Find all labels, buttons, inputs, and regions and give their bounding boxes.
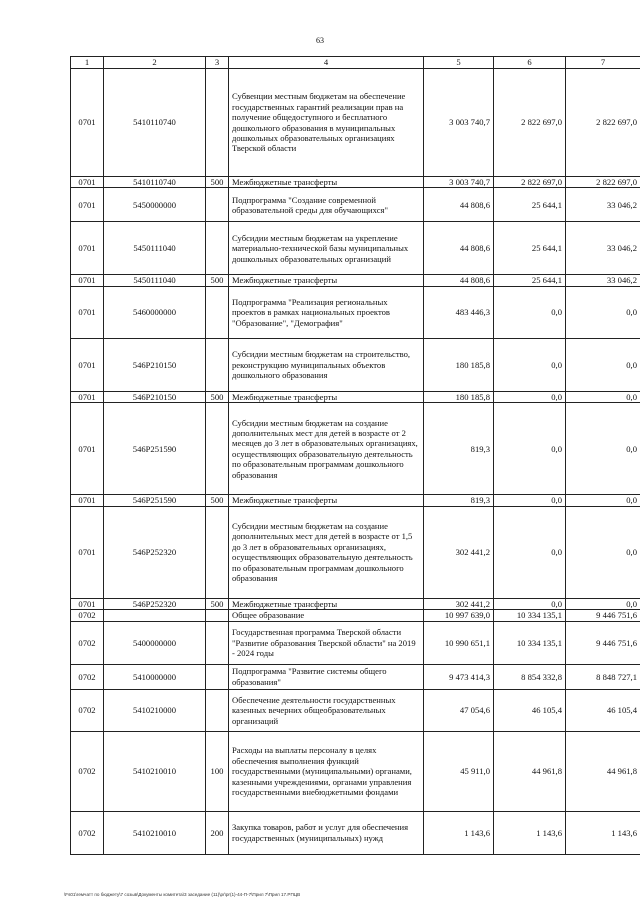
section-code-cell: 0701 bbox=[71, 69, 104, 177]
amount-col6-cell: 10 334 135,1 bbox=[494, 621, 566, 664]
section-code-cell: 0701 bbox=[71, 506, 104, 598]
target-article-cell: 546P210150 bbox=[104, 338, 206, 391]
amount-col6-cell: 8 854 332,8 bbox=[494, 664, 566, 689]
target-article-cell bbox=[104, 610, 206, 621]
description-cell: Подпрограмма "Реализация региональных проектов в рамках национальных проектов "Образование", "Демография" bbox=[229, 286, 424, 338]
amount-col6-cell: 0,0 bbox=[494, 391, 566, 402]
expense-type-cell bbox=[206, 69, 229, 177]
target-article-cell: 5410110740 bbox=[104, 177, 206, 188]
table-row bbox=[71, 69, 640, 177]
table-row bbox=[71, 188, 640, 222]
target-article-cell: 5450000000 bbox=[104, 188, 206, 222]
section-code-cell: 0701 bbox=[71, 391, 104, 402]
section-code-cell: 0701 bbox=[71, 188, 104, 222]
amount-col6-cell: 2 822 697,0 bbox=[494, 177, 566, 188]
table-row bbox=[71, 286, 640, 338]
amount-col6-cell: 25 644,1 bbox=[494, 188, 566, 222]
expense-type-cell: 500 bbox=[206, 495, 229, 506]
amount-col7-cell: 8 848 727,1 bbox=[566, 664, 640, 689]
amount-col6-cell: 0,0 bbox=[494, 403, 566, 495]
table-row bbox=[71, 811, 640, 854]
target-article-cell: 546P251590 bbox=[104, 403, 206, 495]
target-article-cell: 546P210150 bbox=[104, 391, 206, 402]
table-row bbox=[71, 177, 640, 188]
table-row bbox=[71, 338, 640, 391]
amount-col5-cell: 180 185,8 bbox=[424, 338, 494, 391]
section-code-cell: 0702 bbox=[71, 811, 104, 854]
expense-type-cell bbox=[206, 286, 229, 338]
target-article-cell: 5400000000 bbox=[104, 621, 206, 664]
description-cell: Государственная программа Тверской области "Развитие образования Тверской области" на 2019 - 2024 годы bbox=[229, 621, 424, 664]
section-code-cell: 0701 bbox=[71, 495, 104, 506]
amount-col7-cell: 0,0 bbox=[566, 391, 640, 402]
expense-type-cell: 500 bbox=[206, 598, 229, 609]
target-article-cell: 5450111040 bbox=[104, 222, 206, 275]
amount-col7-cell: 33 046,2 bbox=[566, 222, 640, 275]
amount-col5-cell: 44 808,6 bbox=[424, 222, 494, 275]
amount-col7-cell: 1 143,6 bbox=[566, 811, 640, 854]
amount-col6-cell: 0,0 bbox=[494, 598, 566, 609]
table-row bbox=[71, 275, 640, 286]
amount-col6-cell: 0,0 bbox=[494, 286, 566, 338]
amount-col7-cell: 0,0 bbox=[566, 506, 640, 598]
expense-type-cell bbox=[206, 621, 229, 664]
amount-col5-cell: 3 003 740,7 bbox=[424, 177, 494, 188]
table-row bbox=[71, 403, 640, 495]
amount-col5-cell: 44 808,6 bbox=[424, 188, 494, 222]
expense-type-cell bbox=[206, 222, 229, 275]
section-code-cell: 0701 bbox=[71, 598, 104, 609]
description-cell: Подпрограмма "Создание современной образовательной среды для обучающихся" bbox=[229, 188, 424, 222]
amount-col5-cell: 302 441,2 bbox=[424, 598, 494, 609]
amount-col5-cell: 9 473 414,3 bbox=[424, 664, 494, 689]
section-code-cell: 0702 bbox=[71, 610, 104, 621]
target-article-cell: 5460000000 bbox=[104, 286, 206, 338]
amount-col6-cell: 46 105,4 bbox=[494, 689, 566, 731]
table-row bbox=[71, 495, 640, 506]
table-row bbox=[71, 222, 640, 275]
amount-col6-cell: 0,0 bbox=[494, 338, 566, 391]
amount-col5-cell: 45 911,0 bbox=[424, 731, 494, 811]
table-row bbox=[71, 506, 640, 598]
amount-col7-cell: 0,0 bbox=[566, 403, 640, 495]
section-code-cell: 0702 bbox=[71, 621, 104, 664]
section-code-cell: 0701 bbox=[71, 222, 104, 275]
expense-type-cell: 500 bbox=[206, 275, 229, 286]
amount-col6-cell: 0,0 bbox=[494, 506, 566, 598]
table-row bbox=[71, 621, 640, 664]
column-header-6: 6 bbox=[494, 57, 566, 69]
amount-col5-cell: 819,3 bbox=[424, 403, 494, 495]
table-row bbox=[71, 391, 640, 402]
description-cell: Субсидии местным бюджетам на создание дополнительных мест для детей в возрасте от 1,5 до 3 лет в образовательных организациях, осуществляющих образовательную деятельность по образовательным программам дошкольного образования bbox=[229, 506, 424, 598]
description-cell: Обеспечение деятельности государственных казенных вечерних общеобразовательных организаций bbox=[229, 689, 424, 731]
section-code-cell: 0701 bbox=[71, 286, 104, 338]
description-cell: Расходы на выплаты персоналу в целях обеспечения выполнения функций государственными (муниципальными) органами, казенными учреждениями, органами управления государственными внебюджетными фондами bbox=[229, 731, 424, 811]
target-article-cell: 546P252320 bbox=[104, 598, 206, 609]
amount-col7-cell: 33 046,2 bbox=[566, 275, 640, 286]
amount-col7-cell: 9 446 751,6 bbox=[566, 621, 640, 664]
target-article-cell: 5410210010 bbox=[104, 811, 206, 854]
column-header-7: 7 bbox=[566, 57, 640, 69]
description-cell: Межбюджетные трансферты bbox=[229, 275, 424, 286]
section-code-cell: 0701 bbox=[71, 177, 104, 188]
section-code-cell: 0701 bbox=[71, 403, 104, 495]
expense-type-cell: 100 bbox=[206, 731, 229, 811]
amount-col5-cell: 819,3 bbox=[424, 495, 494, 506]
table-row bbox=[71, 610, 640, 621]
amount-col7-cell: 0,0 bbox=[566, 495, 640, 506]
amount-col6-cell: 44 961,8 bbox=[494, 731, 566, 811]
description-cell: Межбюджетные трансферты bbox=[229, 598, 424, 609]
expense-type-cell: 200 bbox=[206, 811, 229, 854]
amount-col7-cell: 9 446 751,6 bbox=[566, 610, 640, 621]
file-path-footer: \Fs01\гемчатт по бюджету\7 созыв\Документы комитета\3 заседание (11)\pr\pr(1)-44-П-7\Прил 7\Прил 17.РПЦВ bbox=[64, 892, 301, 897]
expense-type-cell bbox=[206, 188, 229, 222]
section-code-cell: 0702 bbox=[71, 664, 104, 689]
section-code-cell: 0701 bbox=[71, 338, 104, 391]
amount-col6-cell: 10 334 135,1 bbox=[494, 610, 566, 621]
description-cell: Общее образование bbox=[229, 610, 424, 621]
target-article-cell: 5410000000 bbox=[104, 664, 206, 689]
target-article-cell: 546P252320 bbox=[104, 506, 206, 598]
amount-col7-cell: 0,0 bbox=[566, 338, 640, 391]
amount-col6-cell: 25 644,1 bbox=[494, 222, 566, 275]
amount-col5-cell: 3 003 740,7 bbox=[424, 69, 494, 177]
table-row bbox=[71, 689, 640, 731]
amount-col5-cell: 47 054,6 bbox=[424, 689, 494, 731]
description-cell: Субсидии местным бюджетам на строительство, реконструкцию муниципальных объектов дошкольного образования bbox=[229, 338, 424, 391]
amount-col6-cell: 2 822 697,0 bbox=[494, 69, 566, 177]
amount-col7-cell: 2 822 697,0 bbox=[566, 69, 640, 177]
amount-col7-cell: 2 822 697,0 bbox=[566, 177, 640, 188]
amount-col5-cell: 10 997 639,0 bbox=[424, 610, 494, 621]
amount-col5-cell: 10 990 651,1 bbox=[424, 621, 494, 664]
description-cell: Межбюджетные трансферты bbox=[229, 391, 424, 402]
header-row bbox=[71, 57, 640, 69]
amount-col6-cell: 1 143,6 bbox=[494, 811, 566, 854]
column-header-1: 1 bbox=[71, 57, 104, 69]
table-body bbox=[71, 69, 640, 855]
table-row bbox=[71, 598, 640, 609]
expense-type-cell bbox=[206, 610, 229, 621]
amount-col5-cell: 180 185,8 bbox=[424, 391, 494, 402]
amount-col7-cell: 0,0 bbox=[566, 598, 640, 609]
section-code-cell: 0702 bbox=[71, 689, 104, 731]
column-header-2: 2 bbox=[104, 57, 206, 69]
section-code-cell: 0702 bbox=[71, 731, 104, 811]
expense-type-cell bbox=[206, 506, 229, 598]
table-row bbox=[71, 664, 640, 689]
description-cell: Межбюджетные трансферты bbox=[229, 177, 424, 188]
section-code-cell: 0701 bbox=[71, 275, 104, 286]
description-cell: Закупка товаров, работ и услуг для обеспечения государственных (муниципальных) нужд bbox=[229, 811, 424, 854]
expense-type-cell bbox=[206, 403, 229, 495]
description-cell: Субвенции местным бюджетам на обеспечение государственных гарантий реализации прав на получение общедоступного и бесплатного дошкольного образования в муниципальных дошкольных образовательных организациях Тверской области bbox=[229, 69, 424, 177]
amount-col5-cell: 302 441,2 bbox=[424, 506, 494, 598]
amount-col5-cell: 44 808,6 bbox=[424, 275, 494, 286]
target-article-cell: 546P251590 bbox=[104, 495, 206, 506]
amount-col7-cell: 46 105,4 bbox=[566, 689, 640, 731]
target-article-cell: 5410210000 bbox=[104, 689, 206, 731]
amount-col6-cell: 25 644,1 bbox=[494, 275, 566, 286]
expense-type-cell: 500 bbox=[206, 177, 229, 188]
expense-type-cell bbox=[206, 338, 229, 391]
description-cell: Субсидии местным бюджетам на создание дополнительных мест для детей в возрасте от 2 месяцев до 3 лет в образовательных организациях, осуществляющих образовательную деятельность по образовательным программам дошкольного образования bbox=[229, 403, 424, 495]
description-cell: Межбюджетные трансферты bbox=[229, 495, 424, 506]
amount-col6-cell: 0,0 bbox=[494, 495, 566, 506]
amount-col5-cell: 1 143,6 bbox=[424, 811, 494, 854]
column-header-5: 5 bbox=[424, 57, 494, 69]
target-article-cell: 5410210010 bbox=[104, 731, 206, 811]
description-cell: Подпрограмма "Развитие системы общего образования" bbox=[229, 664, 424, 689]
expense-type-cell: 500 bbox=[206, 391, 229, 402]
expense-type-cell bbox=[206, 664, 229, 689]
expense-type-cell bbox=[206, 689, 229, 731]
column-header-3: 3 bbox=[206, 57, 229, 69]
amount-col7-cell: 44 961,8 bbox=[566, 731, 640, 811]
budget-table bbox=[70, 56, 640, 855]
amount-col7-cell: 0,0 bbox=[566, 286, 640, 338]
description-cell: Субсидии местным бюджетам на укрепление материально-технической базы муниципальных дошкольных образовательных организаций bbox=[229, 222, 424, 275]
amount-col7-cell: 33 046,2 bbox=[566, 188, 640, 222]
column-header-4: 4 bbox=[229, 57, 424, 69]
amount-col5-cell: 483 446,3 bbox=[424, 286, 494, 338]
table-row bbox=[71, 731, 640, 811]
target-article-cell: 5410110740 bbox=[104, 69, 206, 177]
page-number: 63 bbox=[316, 36, 324, 45]
target-article-cell: 5450111040 bbox=[104, 275, 206, 286]
